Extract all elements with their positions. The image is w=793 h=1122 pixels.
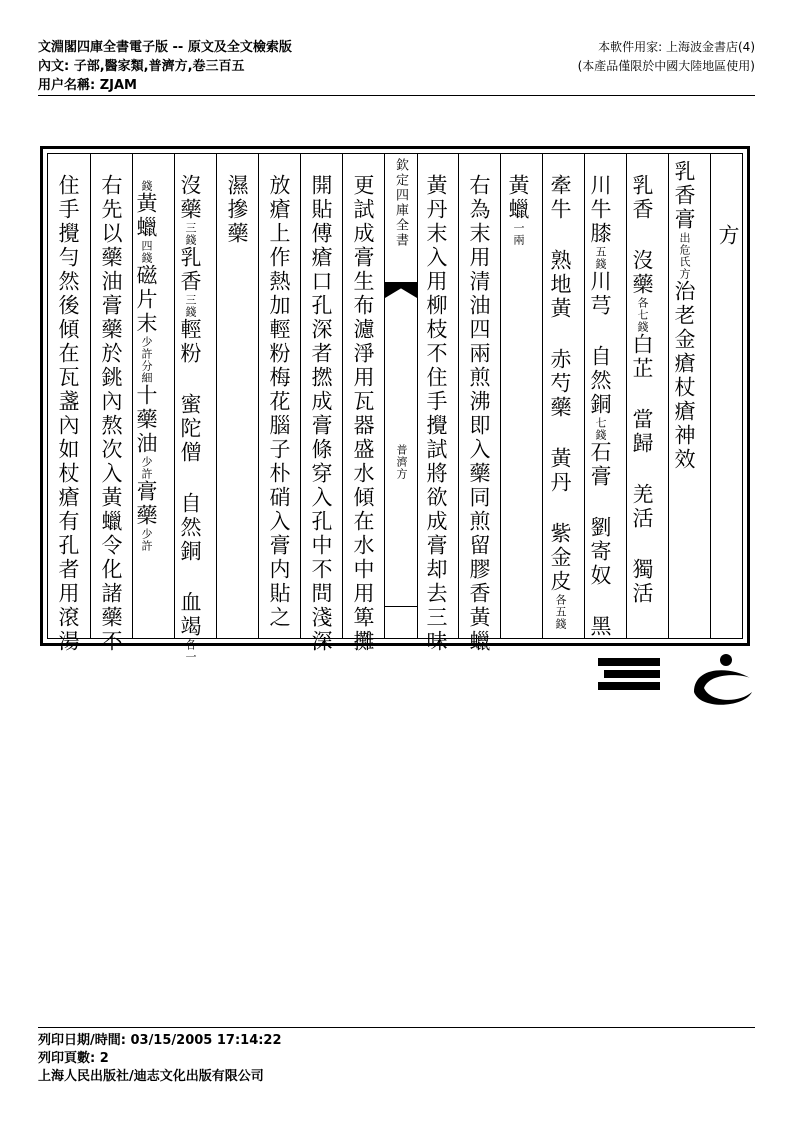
- column-text: 黃丹末入用柳枝不住手攪試將欲成膏却去三味: [424, 174, 448, 654]
- column-text: 乳香膏: [672, 160, 696, 232]
- header-username: 用户名稱: ZJAM: [38, 78, 137, 93]
- annotation: 一兩: [512, 222, 525, 246]
- column-text: 方: [716, 224, 740, 248]
- text-column-13: [174, 154, 216, 663]
- text-column-2: [668, 154, 710, 638]
- column-text-group: [179, 174, 200, 663]
- annotation: 七錢: [594, 417, 607, 441]
- text-column-15: [90, 154, 132, 654]
- header-rule: [38, 95, 755, 96]
- annotation: 各五錢: [554, 594, 567, 630]
- text-column-6: [500, 154, 542, 638]
- annotation: 出危氏方: [678, 232, 691, 280]
- footer: [38, 1032, 282, 1086]
- spine-subtitle: 普濟方: [395, 444, 408, 480]
- publisher-company: 上海人民出版社/迪志文化出版有限公司: [38, 1069, 264, 1084]
- annotation: 四錢: [140, 240, 153, 264]
- annotation: 各七錢: [636, 297, 649, 333]
- print-page-count: 列印頁數: 2: [38, 1051, 109, 1066]
- publisher-logo-seal: [690, 652, 756, 708]
- header-right: [578, 38, 755, 76]
- spine-rule: [385, 606, 417, 607]
- column-text: 開貼傅瘡口孔深者撚成膏條穿入孔中不問淺深: [309, 174, 333, 654]
- annotation: 少許: [140, 528, 153, 552]
- column-text: 牽牛 熟地黃 赤芍藥 黃丹 紫金皮: [548, 174, 572, 594]
- column-text: 住手攪勻然後傾在瓦盞內如杖瘡有孔者用滾湯: [56, 174, 80, 654]
- fish-tail-mark: [385, 282, 417, 298]
- column-text-group: [135, 180, 156, 620]
- annotation: 三錢: [184, 294, 197, 318]
- column-text: 輕粉 蜜陀僧 自然銅 血竭: [178, 318, 202, 639]
- text-column-10: [300, 154, 342, 654]
- annotation: 五錢: [594, 246, 607, 270]
- text-column-5: [542, 154, 584, 638]
- annotation: 少許: [140, 456, 153, 480]
- column-text: 右為末用清油四兩煎沸即入藥同煎留膠香黃蠟: [467, 174, 491, 654]
- column-text-group: [507, 174, 528, 246]
- column-text: 膏藥: [134, 480, 158, 528]
- book-page-frame: [40, 146, 750, 663]
- text-column-8: [416, 154, 458, 654]
- column-text: 黃蠟: [134, 192, 158, 240]
- column-text: 治老金瘡杖瘡神效: [672, 280, 696, 472]
- column-text-group: [673, 160, 694, 472]
- spine-title: 欽定四庫全書: [393, 158, 408, 248]
- text-column-9: [342, 154, 384, 654]
- book-page-inner: [47, 153, 743, 663]
- column-text: 川芎 自然銅: [588, 270, 612, 417]
- annotation: 三錢: [184, 222, 197, 246]
- column-text-group: [631, 174, 652, 606]
- column-text: 放瘡上作熱加輕粉梅花腦子朴硝入膏内貼之: [267, 174, 291, 630]
- column-text: 白芷 當歸 羌活 獨活: [630, 333, 654, 606]
- annotation: 各一: [184, 639, 197, 663]
- text-column-11: [258, 154, 300, 638]
- column-text: 石膏 劉寄奴 黑: [588, 441, 612, 639]
- column-text: 右先以藥油膏藥於銚內熬次入黃蠟令化諸藥不: [99, 174, 123, 654]
- column-text-group: [549, 174, 570, 630]
- text-column-14: [132, 154, 174, 638]
- print-datetime: 列印日期/時間: 03/15/2005 17:14:22: [38, 1033, 282, 1048]
- publisher-logo-bars: [596, 652, 664, 696]
- column-text: 黃蠟: [506, 174, 530, 222]
- text-column-12: [216, 154, 258, 638]
- header-title: 文淵閣四庫全書電子版 -- 原文及全文檢索版: [38, 40, 292, 55]
- header-licensee: 本軟件用家: 上海波金書店(4): [598, 40, 755, 54]
- header-left: [38, 38, 292, 95]
- annotation: 錢: [140, 180, 153, 192]
- column-text-group: [589, 174, 610, 639]
- column-text: 濕摻藥: [225, 174, 249, 246]
- page-spine: [384, 154, 418, 638]
- text-column-1: [710, 154, 744, 638]
- column-text: 磁片末: [134, 264, 158, 336]
- column-text: 更試成膏生布濾淨用瓦器盛水傾在水中用箄攤: [351, 174, 375, 654]
- column-text: 十藥油: [134, 384, 158, 456]
- header-region-notice: (本產品僅限於中國大陸地區使用): [577, 59, 755, 73]
- text-column-16: [48, 154, 90, 654]
- column-text: 乳香: [178, 246, 202, 294]
- column-text: 乳香 沒藥: [630, 174, 654, 297]
- column-text: 沒藥: [178, 174, 202, 222]
- footer-rule: [38, 1027, 755, 1028]
- header-content-path: 內文: 子部,醫家類,普濟方,卷三百五: [38, 59, 245, 74]
- column-text: 川牛膝: [588, 174, 612, 246]
- text-column-4: [584, 154, 626, 638]
- text-column-7: [458, 154, 500, 654]
- annotation: 少許分細: [140, 336, 153, 384]
- text-column-3: [626, 154, 668, 638]
